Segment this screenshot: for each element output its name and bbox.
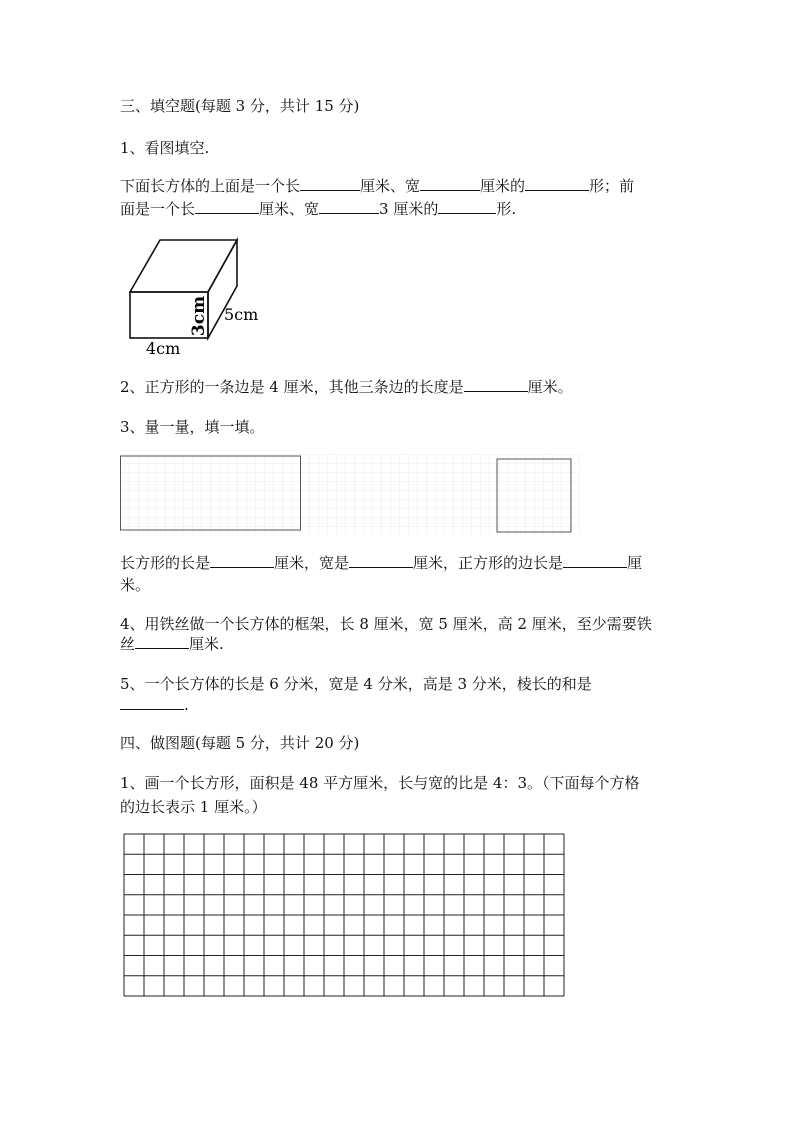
- question-4-line-2: 丝 厘米.: [120, 635, 224, 653]
- answer-blank[interactable]: [563, 552, 627, 568]
- section-title-fill-in: 三、填空题(每题 3 分，共计 15 分): [120, 97, 360, 115]
- drawing-question-1-line-2: 的边长表示 1 厘米。）: [120, 798, 267, 816]
- question-3-line-2: 米。: [120, 576, 151, 594]
- question-5-line-1: 5、一个长方体的长是 6 分米，宽是 4 分米，高是 3 分米，棱长的和是: [120, 675, 592, 693]
- cuboid-figure: [120, 232, 270, 360]
- section-title-drawing: 四、做图题(每题 5 分，共计 20 分): [120, 734, 360, 752]
- question-4-line-1: 4、用铁丝做一个长方体的框架，长 8 厘米，宽 5 厘米，高 2 厘米，至少需要铁: [120, 615, 652, 633]
- question-3-title: 3、量一量，填一填。: [120, 418, 265, 436]
- drawing-grid[interactable]: [123, 833, 565, 997]
- answer-blank[interactable]: [464, 376, 528, 392]
- answer-blank[interactable]: [438, 198, 496, 214]
- answer-blank[interactable]: [135, 633, 189, 649]
- answer-blank[interactable]: [210, 552, 274, 568]
- answer-blank[interactable]: [349, 552, 413, 568]
- cuboid-top-face: [130, 240, 237, 292]
- height-label: 3cm: [189, 295, 209, 337]
- answer-blank[interactable]: [195, 198, 259, 214]
- width-label: 4cm: [146, 339, 181, 358]
- question-1-line-2: 面是一个长 厘米、宽 3 厘米的 形.: [120, 200, 517, 218]
- question-3-line-1: 长方形的长是 厘米，宽是 厘米，正方形的边长是 厘: [120, 554, 643, 572]
- answer-blank[interactable]: [300, 175, 360, 191]
- question-1-title: 1、看图填空.: [120, 139, 210, 157]
- answer-blank[interactable]: [420, 175, 480, 191]
- question-1-line-1: 下面长方体的上面是一个长 厘米、宽 厘米的 形；前: [120, 177, 635, 195]
- measure-figure: [120, 454, 580, 534]
- question-2: 2、正方形的一条边是 4 厘米，其他三条边的长度是 厘米。: [120, 378, 573, 396]
- answer-blank[interactable]: [319, 198, 379, 214]
- answer-blank[interactable]: [525, 175, 589, 191]
- question-5-line-2: .: [120, 694, 189, 715]
- depth-label: 5cm: [224, 305, 259, 324]
- drawing-question-1-line-1: 1、画一个长方形，面积是 48 平方厘米，长与宽的比是 4：3。（下面每个方格: [120, 774, 640, 792]
- answer-blank[interactable]: [120, 694, 184, 710]
